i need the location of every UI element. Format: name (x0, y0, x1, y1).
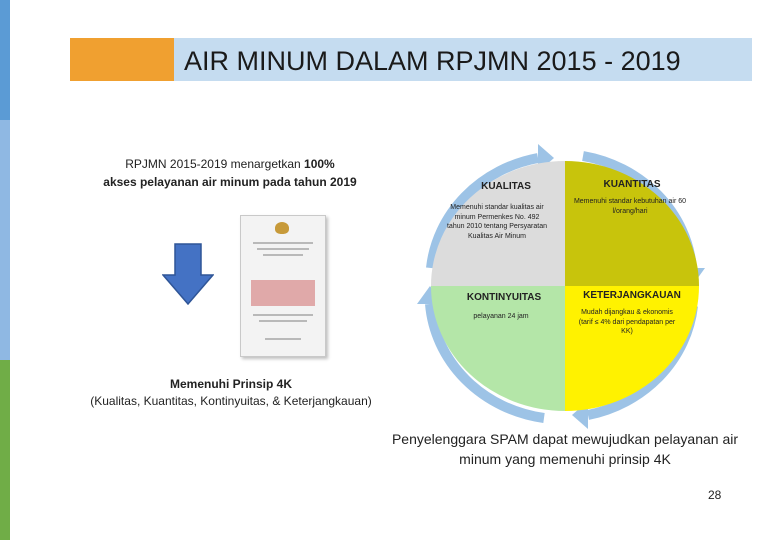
kuantitas-text: Memenuhi standar kebutuhan air 60 l/orang/hari (573, 198, 687, 215)
intro-target-value: 100% (304, 157, 335, 171)
principle-subtitle: (Kualitas, Kuantitas, Kontinyuitas, & Keterjangkauan) (90, 394, 372, 408)
doc-line (263, 254, 303, 256)
kontinyuitas-text: pelayanan 24 jam (473, 313, 529, 320)
title-accent-block (70, 38, 174, 81)
kualitas-heading: KUALITAS (481, 181, 531, 192)
doc-line (259, 320, 307, 322)
four-k-cycle-diagram (398, 118, 720, 448)
down-arrow-icon (162, 243, 214, 305)
kontinyuitas-heading: KONTINYUITAS (466, 292, 542, 303)
intro-text (60, 155, 400, 191)
doc-title-block (251, 280, 315, 306)
side-bar-top (0, 0, 10, 120)
doc-line (253, 314, 313, 316)
keterjangkauan-text: Mudah dijangkau & ekonomis (tarif ≤ 4% dari pendapatan per KK) (578, 309, 676, 335)
slide-title: AIR MINUM DALAM RPJMN 2015 - 2019 (184, 46, 681, 76)
side-bar-middle (0, 120, 10, 360)
page-number: 28 (708, 488, 722, 502)
doc-line (253, 242, 313, 244)
keterjangkauan-heading: KETERJANGKAUAN (583, 290, 681, 301)
principle-title: Memenuhi Prinsip 4K (169, 377, 293, 391)
principle-block (60, 376, 402, 410)
intro-line1-prefix: RPJMN 2015-2019 menargetkan (125, 157, 305, 171)
garuda-emblem-icon (275, 222, 289, 234)
kualitas-text: Memenuhi standar kualitas air minum Permenkes No. 492 tahun 2010 tentang Persyaratan Kualitas Air Minum (446, 204, 548, 240)
intro-line2: akses pelayanan air minum pada tahun 2019 (103, 175, 357, 189)
doc-line (265, 338, 301, 340)
side-bar-bottom (0, 360, 10, 540)
doc-line (257, 248, 309, 250)
closing-statement: Penyelenggara SPAM dapat mewujudkan pelayanan air minum yang memenuhi prinsip 4K (391, 431, 739, 467)
kuantitas-heading: KUANTITAS (603, 179, 661, 190)
rpjmn-document-image (240, 215, 326, 357)
quadrant-kuantitas (565, 161, 699, 286)
